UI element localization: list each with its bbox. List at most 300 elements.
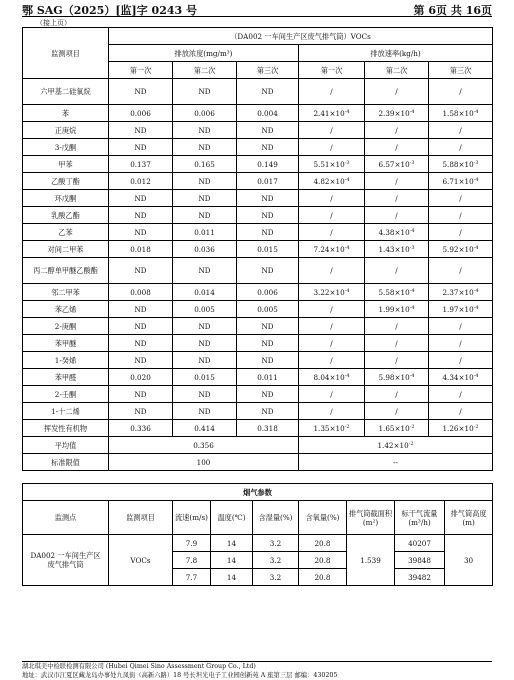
rate-cell xyxy=(429,318,493,335)
concentration-cell-value: 0.165 xyxy=(194,159,215,169)
concentration-cell xyxy=(237,190,299,207)
concentration-cell xyxy=(109,156,173,173)
rate-cell-value: / xyxy=(330,87,333,96)
table-row xyxy=(23,122,493,139)
rate-cell-value: / xyxy=(459,338,462,348)
rate-cell-value: 2.41×10 xyxy=(313,108,345,118)
rate-cell-value: 4.34×10 xyxy=(442,372,474,382)
rate-cell xyxy=(429,156,493,173)
rate-cell-exponent: -2 xyxy=(473,423,479,430)
concentration-cell-value: ND xyxy=(134,87,147,96)
monitoring-point: DA002 一车间生产区废气排气筒 xyxy=(23,535,109,586)
dry-flow: 39848 xyxy=(395,552,445,569)
rate-cell xyxy=(299,224,365,241)
concentration-cell-value: ND xyxy=(261,338,274,348)
rate-cell xyxy=(429,207,493,224)
rate-cell-value: 1.43×10 xyxy=(378,244,410,254)
concentration-cell-value: ND xyxy=(134,389,147,399)
concentration-cell xyxy=(237,403,299,420)
row-item-name: 苯甲醛 xyxy=(23,369,109,386)
rate-cell xyxy=(365,224,429,241)
row-item-name: 对间二甲苯 xyxy=(23,241,109,258)
concentration-cell xyxy=(173,352,237,369)
limit-label: 标准限值 xyxy=(23,454,109,471)
concentration-cell-value: 0.011 xyxy=(194,227,215,237)
rate-cell xyxy=(299,403,365,420)
concentration-cell xyxy=(173,79,237,105)
row-item-name: 乙苯 xyxy=(23,224,109,241)
rate-cell-value: / xyxy=(395,87,398,96)
rate-cell-value: / xyxy=(330,266,333,275)
monitoring-item: VOCs xyxy=(109,535,173,586)
concentration-cell-value: ND xyxy=(198,210,211,220)
rate-cell-value: / xyxy=(395,210,398,220)
concentration-cell-value: ND xyxy=(261,355,274,365)
rate-cell-value: 2.39×10 xyxy=(378,108,410,118)
row-item-name: 乙酸丁酯 xyxy=(23,173,109,190)
rate-cell xyxy=(299,386,365,403)
flue-header: 监测点 xyxy=(23,501,109,535)
concentration-cell-value: 0.414 xyxy=(194,423,215,433)
rate-cell-value: / xyxy=(395,266,398,275)
rate-cell xyxy=(299,79,365,105)
row-item-name: 2-壬酮 xyxy=(23,386,109,403)
row-item-name: 六甲基二硅氧烷 xyxy=(23,79,109,105)
rate-cell xyxy=(429,284,493,301)
rate-cell-value: / xyxy=(395,389,398,399)
rate-cell xyxy=(299,190,365,207)
flue-header: 温度(℃) xyxy=(211,501,253,535)
concentration-cell xyxy=(173,190,237,207)
flue-row xyxy=(23,535,493,552)
flue-header-row xyxy=(23,501,493,535)
table-row xyxy=(23,207,493,224)
concentration-cell xyxy=(109,403,173,420)
concentration-cell xyxy=(173,241,237,258)
rate-cell xyxy=(429,139,493,156)
concentration-cell xyxy=(109,173,173,190)
concentration-cell-value: 0.149 xyxy=(257,159,278,169)
rate-cell-value: 8.04×10 xyxy=(313,372,345,382)
rate-cell xyxy=(365,207,429,224)
concentration-cell-value: ND xyxy=(261,406,274,416)
concentration-cell xyxy=(237,156,299,173)
table-row xyxy=(23,156,493,173)
rate-cell-exponent: -4 xyxy=(473,304,479,311)
concentration-cell-value: 0.020 xyxy=(130,372,151,382)
rate-cell xyxy=(429,369,493,386)
concentration-cell xyxy=(237,420,299,437)
rate-cell-exponent: -4 xyxy=(409,227,415,234)
doc-number: 鄂 SAG（2025）[监]字 0243 号 xyxy=(22,4,198,17)
concentration-cell xyxy=(109,139,173,156)
rate-cell-value: / xyxy=(395,176,398,186)
rate-cell xyxy=(299,173,365,190)
average-rate-value: 1.42×10 xyxy=(377,440,409,450)
concentration-cell xyxy=(237,79,299,105)
flue-header: 排气筒截面积(m²) xyxy=(347,501,395,535)
rate-cell xyxy=(299,258,365,284)
rate-cell-value: 7.24×10 xyxy=(313,244,345,254)
concentration-cell-value: 0.006 xyxy=(130,108,151,118)
rate-cell-value: / xyxy=(459,266,462,275)
limit-concentration: 100 xyxy=(109,454,299,471)
table-row xyxy=(23,173,493,190)
rate-cell-exponent: -4 xyxy=(473,176,479,183)
rate-cell xyxy=(429,403,493,420)
table-row xyxy=(23,403,493,420)
rate-cell xyxy=(365,122,429,139)
concentration-cell-value: ND xyxy=(198,389,211,399)
concentration-cell xyxy=(237,105,299,122)
table-row xyxy=(23,105,493,122)
concentration-cell-value: ND xyxy=(134,210,147,220)
temperature: 14 xyxy=(211,569,253,586)
rate-cell-exponent: -4 xyxy=(409,372,415,379)
rate-group-header: 排放速率(kg/h) xyxy=(299,45,493,62)
rate-cell-exponent: -4 xyxy=(473,108,479,115)
concentration-cell xyxy=(237,369,299,386)
rate-cell xyxy=(365,139,429,156)
concentration-cell xyxy=(173,335,237,352)
rate-cell xyxy=(429,190,493,207)
rate-cell-value: 5.88×10 xyxy=(442,159,474,169)
source-title: （DA002 一车间生产区废气排气筒）VOCs xyxy=(109,28,493,45)
rate-cell xyxy=(299,122,365,139)
concentration-cell-value: ND xyxy=(261,125,274,135)
rate-cell-value: / xyxy=(459,406,462,416)
rate-cell-value: / xyxy=(395,338,398,348)
rate-cell xyxy=(429,352,493,369)
header-row-1 xyxy=(23,28,493,45)
rate-cell-value: / xyxy=(330,406,333,416)
rate-cell-value: 1.26×10 xyxy=(442,423,474,433)
rate-cell xyxy=(365,386,429,403)
table-row xyxy=(23,79,493,105)
concentration-cell xyxy=(173,420,237,437)
item-column-header: 监测项目 xyxy=(23,28,109,79)
concentration-cell xyxy=(173,156,237,173)
rate-cell-value: / xyxy=(330,321,333,331)
dry-flow: 39482 xyxy=(395,569,445,586)
concentration-cell-value: 0.011 xyxy=(257,372,278,382)
limit-row xyxy=(23,454,493,471)
rate-cell xyxy=(365,369,429,386)
concentration-cell xyxy=(173,224,237,241)
concentration-cell xyxy=(109,241,173,258)
rate-cell-value: / xyxy=(459,227,462,237)
rate-cell xyxy=(429,79,493,105)
average-rate xyxy=(299,437,493,454)
rate-cell-exponent: -4 xyxy=(409,108,415,115)
table-row xyxy=(23,420,493,437)
concentration-cell-value: 0.006 xyxy=(257,287,278,297)
concentration-cell-value: ND xyxy=(198,338,211,348)
flow-speed: 7.7 xyxy=(173,569,211,586)
rate-cell xyxy=(429,301,493,318)
flue-header: 标干气流量(m³/h) xyxy=(395,501,445,535)
sub-header: 第二次 xyxy=(365,62,429,79)
table-row xyxy=(23,386,493,403)
concentration-cell-value: ND xyxy=(261,193,274,203)
concentration-group-header: 排放浓度(mg/m³) xyxy=(109,45,299,62)
concentration-cell xyxy=(109,318,173,335)
concentration-cell-value: ND xyxy=(134,266,147,275)
concentration-cell xyxy=(173,301,237,318)
average-label: 平均值 xyxy=(23,437,109,454)
concentration-cell xyxy=(237,258,299,284)
concentration-cell xyxy=(173,318,237,335)
concentration-cell-value: ND xyxy=(134,355,147,365)
concentration-cell-value: ND xyxy=(134,338,147,348)
rate-cell xyxy=(429,173,493,190)
sub-header: 第三次 xyxy=(237,62,299,79)
rate-cell-exponent: -4 xyxy=(409,287,415,294)
voc-results-table xyxy=(22,27,493,471)
rate-cell-exponent: -4 xyxy=(344,176,350,183)
rate-cell-value: / xyxy=(459,321,462,331)
concentration-cell xyxy=(237,318,299,335)
row-item-name: 2-庚酮 xyxy=(23,318,109,335)
concentration-cell xyxy=(173,173,237,190)
concentration-cell-value: 0.017 xyxy=(257,176,278,186)
concentration-cell xyxy=(109,122,173,139)
concentration-cell xyxy=(109,105,173,122)
rate-cell-value: / xyxy=(330,389,333,399)
concentration-cell xyxy=(237,122,299,139)
concentration-cell xyxy=(109,79,173,105)
rate-cell-exponent: -4 xyxy=(409,304,415,311)
concentration-cell-value: 0.005 xyxy=(194,304,215,314)
moisture: 3.2 xyxy=(253,552,299,569)
rate-cell xyxy=(365,403,429,420)
rate-cell xyxy=(365,156,429,173)
rate-cell xyxy=(299,139,365,156)
flow-speed: 7.8 xyxy=(173,552,211,569)
concentration-cell-value: 0.318 xyxy=(257,423,278,433)
rate-cell-value: 2.37×10 xyxy=(442,287,474,297)
rate-cell-value: / xyxy=(459,355,462,365)
row-item-name: 邻二甲苯 xyxy=(23,284,109,301)
rate-cell-value: / xyxy=(330,142,333,152)
page-footer xyxy=(22,661,492,680)
rate-cell xyxy=(365,190,429,207)
rate-cell-exponent: -3 xyxy=(473,159,479,166)
stack-height: 30 xyxy=(445,535,493,586)
row-item-name: 甲苯 xyxy=(23,156,109,173)
footer-company: 湖北琪美中检联检测有限公司 (Hubei Qimei Sino Assessment Group Co., Ltd) xyxy=(22,663,256,670)
sub-header: 第二次 xyxy=(173,62,237,79)
concentration-cell xyxy=(237,352,299,369)
concentration-cell-value: ND xyxy=(134,304,147,314)
stack-area: 1.539 xyxy=(347,535,395,586)
dry-flow: 40207 xyxy=(395,535,445,552)
rate-cell xyxy=(429,105,493,122)
rate-cell-value: 1.65×10 xyxy=(378,423,410,433)
concentration-cell xyxy=(109,284,173,301)
concentration-cell xyxy=(173,403,237,420)
rate-cell-value: / xyxy=(459,389,462,399)
rate-cell-exponent: -3 xyxy=(409,244,415,251)
rate-cell-value: / xyxy=(395,406,398,416)
concentration-cell-value: ND xyxy=(261,266,274,275)
concentration-cell xyxy=(173,369,237,386)
rate-cell xyxy=(365,241,429,258)
concentration-cell xyxy=(237,335,299,352)
concentration-cell xyxy=(237,224,299,241)
table-row xyxy=(23,335,493,352)
concentration-cell-value: ND xyxy=(261,87,274,96)
rate-cell-exponent: -2 xyxy=(344,423,350,430)
row-item-name: 挥发性有机物 xyxy=(23,420,109,437)
rate-cell xyxy=(299,369,365,386)
table-row xyxy=(23,139,493,156)
rate-cell-value: 1.97×10 xyxy=(442,304,474,314)
rate-cell xyxy=(429,335,493,352)
concentration-cell xyxy=(173,386,237,403)
rate-cell xyxy=(365,79,429,105)
sub-header: 第一次 xyxy=(109,62,173,79)
flue-header: 监测项目 xyxy=(109,501,173,535)
sub-header: 第三次 xyxy=(429,62,493,79)
concentration-cell xyxy=(173,258,237,284)
row-item-name: 环戊酮 xyxy=(23,190,109,207)
concentration-cell-value: ND xyxy=(198,355,211,365)
average-row xyxy=(23,437,493,454)
rate-cell xyxy=(299,301,365,318)
rate-cell xyxy=(299,207,365,224)
concentration-cell xyxy=(237,241,299,258)
row-item-name: 乳酸乙酯 xyxy=(23,207,109,224)
header-rule xyxy=(22,16,492,17)
average-concentration: 0.356 xyxy=(109,437,299,454)
concentration-cell xyxy=(109,258,173,284)
table-row xyxy=(23,241,493,258)
concentration-cell xyxy=(109,301,173,318)
table-row xyxy=(23,224,493,241)
concentration-cell-value: 0.036 xyxy=(194,244,215,254)
rate-cell-value: / xyxy=(459,210,462,220)
rate-cell-value: / xyxy=(330,193,333,203)
rate-cell-value: 4.82×10 xyxy=(313,176,345,186)
flue-header: 含氧量(%) xyxy=(299,501,347,535)
concentration-cell-value: 0.015 xyxy=(257,244,278,254)
concentration-cell-value: ND xyxy=(134,142,147,152)
flue-title-row xyxy=(23,484,493,501)
rate-cell-value: 6.57×10 xyxy=(378,159,410,169)
concentration-cell xyxy=(237,301,299,318)
rate-cell-exponent: -4 xyxy=(344,244,350,251)
concentration-cell-value: ND xyxy=(198,193,211,203)
sub-header: 第一次 xyxy=(299,62,365,79)
concentration-cell-value: ND xyxy=(261,227,274,237)
footer-address: 地址：武汉市江夏区藏龙岛办事处九凤街（高新六路）18 号长坦光电子工业园创新苑 A 座第三层 邮编：430205 xyxy=(22,672,338,679)
rate-cell-value: / xyxy=(330,125,333,135)
rate-cell-exponent: -3 xyxy=(409,159,415,166)
rate-cell-value: 3.22×10 xyxy=(313,287,345,297)
oxygen: 20.8 xyxy=(299,552,347,569)
row-item-name: 丙二醇单甲醚乙酸酯 xyxy=(23,258,109,284)
page-info: 第 6页 共 16页 xyxy=(413,4,492,17)
rate-cell xyxy=(365,318,429,335)
rate-cell xyxy=(299,352,365,369)
concentration-cell-value: ND xyxy=(198,125,211,135)
concentration-cell-value: ND xyxy=(134,193,147,203)
rate-cell xyxy=(365,301,429,318)
concentration-cell xyxy=(237,139,299,156)
concentration-cell-value: 0.008 xyxy=(130,287,151,297)
rate-cell-value: / xyxy=(330,304,333,314)
concentration-cell xyxy=(173,139,237,156)
table-row xyxy=(23,301,493,318)
concentration-cell-value: 0.004 xyxy=(257,108,278,118)
concentration-cell-value: 0.006 xyxy=(194,108,215,118)
rate-cell xyxy=(365,284,429,301)
concentration-cell-value: 0.015 xyxy=(194,372,215,382)
row-item-name: 1-癸烯 xyxy=(23,352,109,369)
rate-cell-value: / xyxy=(330,355,333,365)
flue-gas-table xyxy=(22,483,493,586)
concentration-cell-value: ND xyxy=(134,406,147,416)
rate-cell-value: / xyxy=(395,355,398,365)
concentration-cell-value: 0.005 xyxy=(257,304,278,314)
concentration-cell-value: 0.336 xyxy=(130,423,151,433)
rate-cell-value: / xyxy=(459,193,462,203)
temperature: 14 xyxy=(211,552,253,569)
rate-cell xyxy=(299,335,365,352)
concentration-cell xyxy=(173,207,237,224)
concentration-cell-value: ND xyxy=(198,176,211,186)
limit-rate: -- xyxy=(299,454,493,471)
rate-cell xyxy=(365,173,429,190)
concentration-cell xyxy=(109,224,173,241)
concentration-cell-value: ND xyxy=(198,266,211,275)
rate-cell xyxy=(299,156,365,173)
flow-speed: 7.9 xyxy=(173,535,211,552)
concentration-cell-value: ND xyxy=(198,321,211,331)
rate-cell-exponent: -4 xyxy=(473,287,479,294)
page-header xyxy=(22,2,492,16)
oxygen: 20.8 xyxy=(299,535,347,552)
rate-cell-value: 4.38×10 xyxy=(378,227,410,237)
concentration-cell-value: ND xyxy=(261,142,274,152)
row-item-name: 3-戊酮 xyxy=(23,139,109,156)
rate-cell-value: / xyxy=(395,193,398,203)
flue-header: 含湿量(%) xyxy=(253,501,299,535)
concentration-cell xyxy=(173,122,237,139)
moisture: 3.2 xyxy=(253,535,299,552)
concentration-cell-value: ND xyxy=(261,321,274,331)
rate-cell-exponent: -4 xyxy=(473,244,479,251)
rate-cell-value: / xyxy=(330,227,333,237)
row-item-name: 1-十二烯 xyxy=(23,403,109,420)
rate-cell-value: / xyxy=(330,338,333,348)
concentration-cell xyxy=(109,352,173,369)
concentration-cell-value: ND xyxy=(134,125,147,135)
concentration-cell-value: ND xyxy=(198,142,211,152)
concentration-cell xyxy=(109,207,173,224)
rate-cell-value: / xyxy=(330,210,333,220)
concentration-cell-value: ND xyxy=(134,321,147,331)
rate-cell xyxy=(429,258,493,284)
rate-cell-exponent: -4 xyxy=(344,287,350,294)
rate-cell-value: 6.71×10 xyxy=(442,176,474,186)
rate-cell xyxy=(299,318,365,335)
concentration-cell xyxy=(173,284,237,301)
rate-cell xyxy=(299,241,365,258)
rate-cell xyxy=(429,241,493,258)
concentration-cell xyxy=(109,190,173,207)
